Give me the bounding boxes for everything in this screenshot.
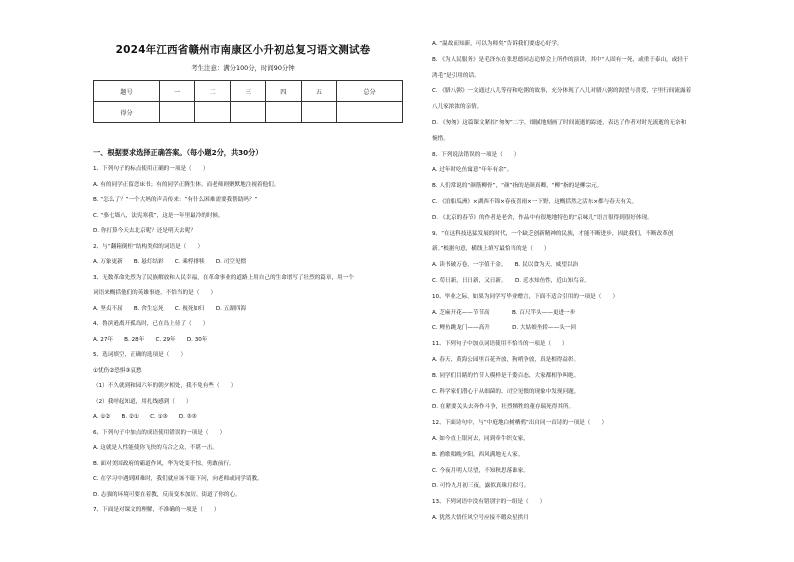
question-line: D. 可怜九月初三夜，露似真珠月似弓。 [432,483,530,490]
question-line: 词语来概括他们的英雄事迹，不恰当的是（ ） [93,290,217,296]
question-line: A. ①② B. ②① C. ①③ D. ③③ [93,414,197,420]
question-line: D. 你打算今天去北京呢？还是明天去呢？ [93,228,196,234]
question-line: C. 鲤鱼跳龙门——高升 D. 大姑娘坐轿——头一回 [432,325,576,332]
question-line: 2、与“翻箱倒柜”结构类似的词语是（ ） [93,243,204,250]
question-line: 10、毕业之际，如果为同学写毕业赠言，下面不适合引用的一项是（ ） [432,293,619,300]
question-line: C. 《泊船瓜洲》×湖西不锦×春夜喜雨×一下野，这概括然之活东×都与春天有关。 [432,199,638,205]
question-line: 6、下列句子中加点的成语使用错误的一项是（ ） [93,429,226,436]
score-header-cell: 五 [301,81,336,102]
score-header-cell: 四 [266,81,301,102]
question-line: C. 今夜月明人尽望，不知秋思落谁家。 [432,467,529,474]
question-line: C. “骆七墙八，法宪寒我”，这是一年里最冷的时候。 [93,212,224,219]
question-line: B. 同学们目睹的竹节人模样是千姿百态，大家都相争叫绝。 [432,372,580,379]
question-line: B. 人们常说的“颜筋柳骨”，“颜”指的是颜真卿，“柳”指的是柳宗元。 [432,183,603,190]
question-line: 9、“在这科技迅猛发展的时代，一个缺乏创新精神的民族，才能不断进步，因此我们，不断改革创 [432,230,674,237]
question-line: A. 这就是人性能使你飞快的乌合之众，不堪一击。 [93,445,218,451]
score-cell [337,102,403,123]
question-line: （1）不久就到和园六年的朝夕相处，我不免有些（ ） [93,383,237,389]
question-line: D. 志强的环境可要在着教，反而变本加厉，街道了你的心。 [93,491,241,498]
page-title: 2024年江西省赣州市南康区小升初总复习语文测试卷 [115,44,371,56]
score-cell [195,102,230,123]
question-line: A. “温故而知新，可以为师矣”告诉我们要虚心好学。 [432,41,563,47]
question-line: 惋惜。 [432,135,449,142]
question-line: C. 在学习中遇到困难时，我们就应该不耻下问，向老师或同学请教。 [93,476,263,482]
score-cell [230,102,265,123]
question-line: C. 《腊八粥》一文通过八儿等待和吃粥的故事，充分体现了八儿对腊八粥的渴望与喜爱，字里行间流露着 [432,88,692,95]
question-line: A. 有的同学正留恋床书；有的同学正腾生体。而老师则聚默地注视着他们。 [93,181,280,188]
question-line: A. 如今直上银河去，同到牵牛织女家。 [432,436,529,442]
exam-note: 考生注意：满分100分，时间90分钟 [191,64,295,72]
question-line: D. 在紧要关头去奔作斗争，壮烈牺牲的董存瑞死得其所。 [432,404,575,411]
score-header-cell: 题号 [94,81,160,102]
question-line: 1、下列句子的标点使用正确的一项是（ ） [93,166,209,172]
score-header-cell: 三 [230,81,265,102]
question-line: 3、无数革命先烈为了民族解放和人民幸福，在革命事业的道路上用自己的生命谱写了壮烈的篇章，用一个 [93,274,354,281]
score-table [93,80,403,123]
question-line: D. 《匆匆》这篇课文紧扣“匆匆”二字，细腻地刻画了时间流逝的踪迹，表达了作者对时光流逝的无奈和 [432,120,687,126]
question-line: A. 芝麻开花——节节高 B. 百尺竿头——更进一步 [432,309,576,316]
question-line: 八儿家浓浓的亲情。 [432,104,483,111]
score-cell [301,102,336,123]
score-header-cell: 一 [159,81,194,102]
question-line: A. 27年 B. 28年 C. 29年 D. 30年 [93,336,208,343]
score-cell [266,102,301,123]
question-line: 8、下列说法错误的一项是（ ） [432,151,520,158]
question-line: 4、鲁滨逊离开孤岛时，已在岛上待了（ ） [93,321,209,327]
score-table-score-row [94,102,403,123]
question-line: C. 科学家们潜心于从细菌的、司空见惯的现象中发现问题。 [432,388,580,395]
score-row-label: 得分 [94,102,160,123]
question-line: A. 万象更新 B. 悬灯结彩 C. 乘桴排犊 D. 司空见惯 [93,259,247,265]
score-header-cell: 二 [195,81,230,102]
question-line: 13、下列词语中没有错别字的一组是（ ） [432,499,546,506]
question-line: C. 苟日新，日日新，又日新。 D. 近水知鱼性，近山知鸟音。 [432,278,590,284]
question-line: A. 春天，黄海公园里百花齐放，狗哨争放，真是相得益彰。 [432,357,580,363]
question-line: 5、选词填空，正确的选项是（ ） [93,352,187,358]
question-line: B. 渔歌唱晚夕阳，西风满地无人家。 [432,451,524,458]
question-line: 鸿毛”是引用的话。 [432,72,480,79]
question-line: 新。”根据句意，横线上填写最恰当的是（ ） [432,246,550,253]
question-line: A. 犹然大悟任风空号应接不暇众星拱月 [432,515,529,521]
score-header-cell: 总分 [337,81,403,102]
question-line: B. 面对美国政府的霸道作风，华为处变不惊，勇敢前行。 [93,460,235,467]
question-line: A. 过年时吃鱼寓意“年年有余”。 [432,167,513,174]
question-line: 7、下面是对课文的理解，不准确的一项是（ ） [93,507,220,513]
score-table-header-row [94,81,403,102]
question-line: ①忧伤②恐惧③哀愁 [93,367,142,374]
question-line: D. 《北京的春节》的作者是老舍，作品中有很地地特色的“京味儿”语言很得到很好体现。 [432,214,653,221]
question-line: B. 《为人民服务》是毛泽东在张思德同志追悼会上所作的演讲，其中“人固有一死，或重于泰山，或轻于 [432,56,689,63]
question-line: （2）我呼起知道，用扎线感到（ ） [93,398,192,405]
question-line: 11、下列句子中加点词语使用不恰当的一项是（ ） [432,341,568,348]
section-heading: 一、根据要求选择正确答案。（每小题2分，共30分） [93,148,263,157]
question-line: 12、下面诗句中，与“中庭地白树栖鸦”出自同一首诗的一项是（ ） [432,420,608,427]
score-cell [159,102,194,123]
question-line: A. 读书破万卷，一字值千金。 B. 民以食为天，威望以治 [432,262,579,269]
question-line: B. “怎么了？”一个大妈的声音传来：“有什么困难需要我帮助吗？” [93,197,258,203]
question-line: A. 坚贞不屈 B. 舍生忘死 C. 视死如归 D. 五湖四海 [93,305,247,312]
